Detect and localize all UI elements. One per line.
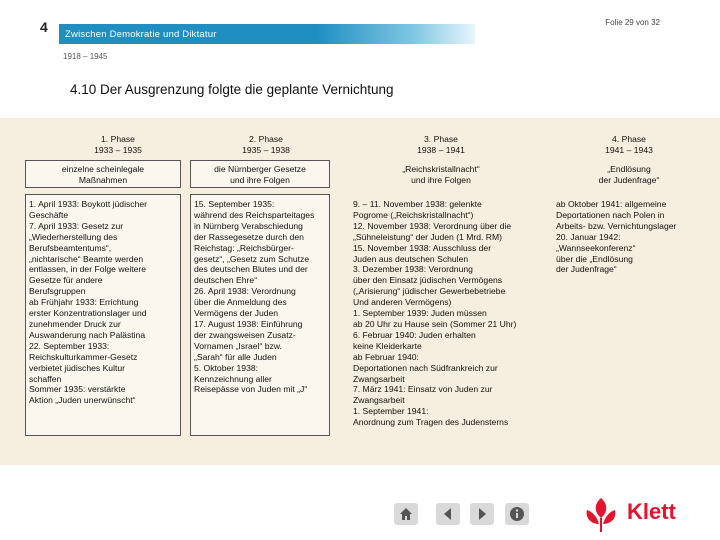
klett-logo-text: Klett: [627, 499, 676, 524]
chapter-banner: [59, 24, 475, 44]
chapter-number: 4: [40, 19, 48, 35]
phase-2-heading: 2. Phase 1935 – 1938: [242, 134, 290, 155]
phase-1-events: 1. April 1933: Boykott jüdischer Geschäfte 7. April 1933: Gesetz zur „Wiederherstellung des Berufsbeamtentums“, „nichtarische“ Beamte werden entlassen, in der Folge weitere Gesetze für andere Berufsgruppen ab Frühjahr 1933: Errichtung erster Konzentrationslager und zunehmender Druck zur Auswanderung nach Palästina 22. September 1933: Reichskulturkammer-Gesetz verbietet jüdisches Kultur schaffen Sommer 1935: verstärkte Aktion „Juden unerwünscht“: [29, 199, 147, 406]
back-arrow-icon: [440, 506, 456, 522]
phase-1-subtitle: einzelne scheinlegale Maßnahmen: [61, 164, 145, 185]
phase-4-heading: 4. Phase 1941 – 1943: [605, 134, 653, 155]
forward-button[interactable]: [470, 503, 494, 525]
phase-3-heading: 3. Phase 1938 – 1941: [417, 134, 465, 155]
klett-logo: [573, 490, 703, 537]
info-icon: [509, 506, 525, 522]
slide-title: 4.10 Der Ausgrenzung folgte die geplante Vernichtung: [70, 82, 394, 97]
phase-2-events: 15. September 1935: während des Reichsparteitages in Nürnberg Verabschiedung der Rassegesetze durch den Reichstag: „Reichsbürger- gesetz“, „Gesetz zum Schutze des deutschen Blutes und der deutschen Ehre“ 26. April 1938: Verordnung über die Anmeldung des Vermögens der Juden 17. August 1938: Einführung der zwangsweisen Zusatz- Vornamen „Israel“ bzw. „Sarah“ für alle Juden 5. Oktober 1938: Kennzeichnung aller Reisepässe von Juden mit „J“: [194, 199, 315, 395]
info-button[interactable]: [505, 503, 529, 525]
phase-4-subtitle: „Endlösung der Judenfrage“: [598, 164, 660, 185]
period-label: 1918 – 1945: [63, 52, 108, 61]
home-button[interactable]: [394, 503, 418, 525]
klett-logo-mark: [579, 494, 624, 534]
phase-2-events-box: [190, 194, 330, 436]
phase-3-events: 9. – 11. November 1938: gelenkte Pogrome („Reichskristallnacht“) 12. November 1938: Verordnung über die „Sühneleistung“ der Juden (1 Mrd. RM) 15. November 1938: Ausschluss der Juden aus deutschen Schulen 3. Dezember 1938: Verordnung über den Einsatz jüdischen Vermögens („Arisierung“ jüdischer Gewerbebetriebe Und anderen Vermögens) 1. September 1939: Juden müssen ab 20 Uhr zu Hause sein (Sommer 21 Uhr) 6. Februar 1940: Juden erhalten keine Kleiderkarte ab Februar 1940: Deportationen nach Südfrankreich zur Zwangsarbeit 7. März 1941: Einsatz von Juden zur Zwangsarbeit 1. September 1941: Anordnung zum Tragen des Judensterns: [353, 199, 517, 428]
chapter-title: Zwischen Demokratie und Diktatur: [65, 29, 217, 40]
phase-2-subtitle: die Nürnberger Gesetze und ihre Folgen: [214, 164, 306, 185]
phase-2-subtitle-box: [190, 160, 330, 188]
phase-1-heading: 1. Phase 1933 – 1935: [94, 134, 142, 155]
back-button[interactable]: [436, 503, 460, 525]
slide-counter: Folie 29 von 32: [605, 18, 660, 27]
forward-arrow-icon: [474, 506, 490, 522]
content-area: [0, 118, 720, 465]
phase-1-subtitle-box: [25, 160, 181, 188]
phase-3-subtitle: „Reichskristallnacht“ und ihre Folgen: [402, 164, 480, 185]
phase-4-events: ab Oktober 1941: allgemeine Deportationen nach Polen in Arbeits- bzw. Vernichtungslager 20. Januar 1942: „Wannseekonferenz“ über die „Endlösung der Judenfrage“: [556, 199, 677, 275]
phase-1-events-box: [25, 194, 181, 436]
home-icon: [398, 506, 414, 522]
